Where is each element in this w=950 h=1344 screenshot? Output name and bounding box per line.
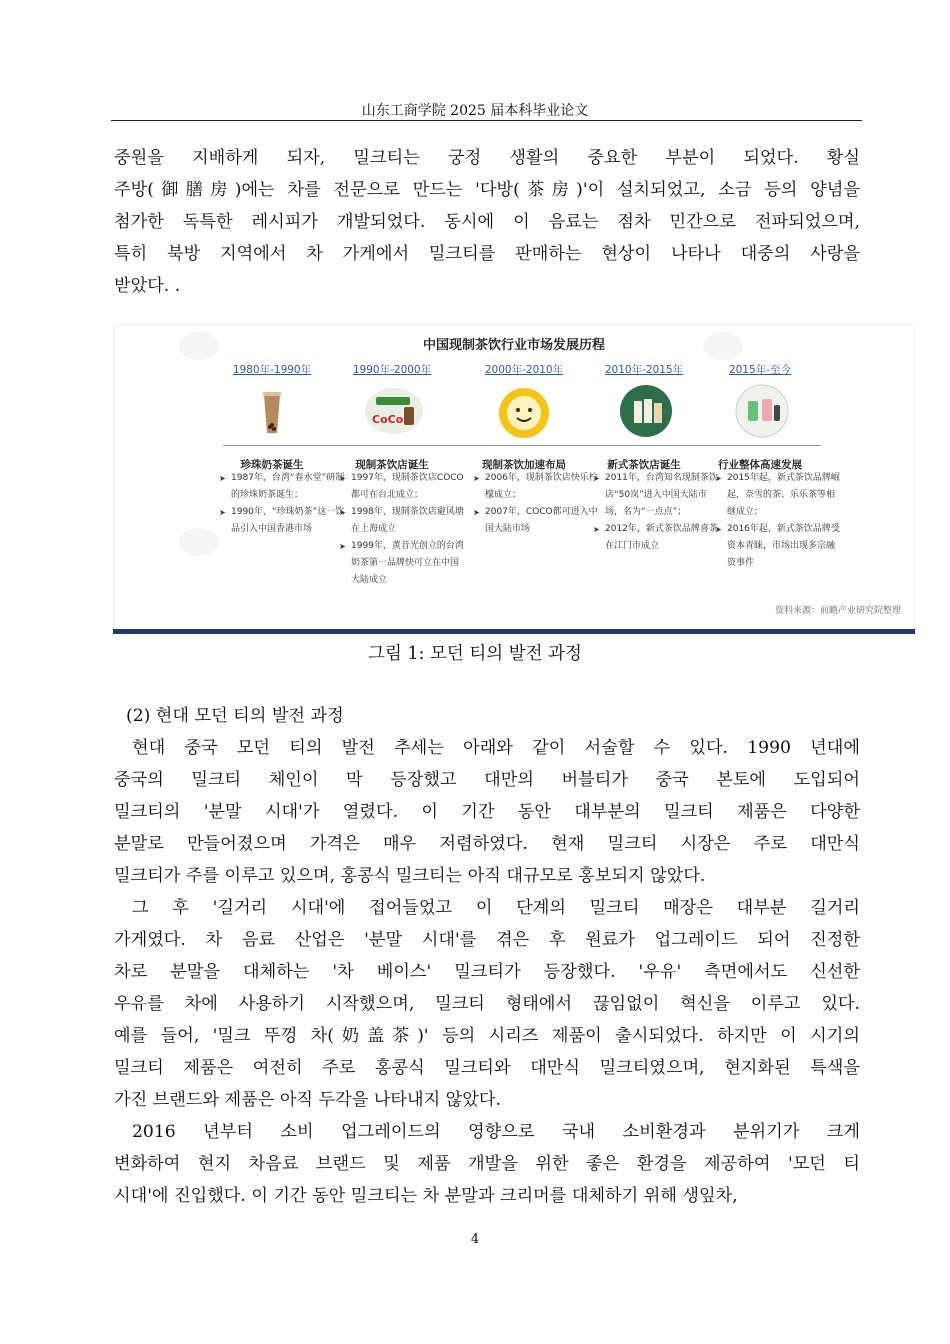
text-line: 밀크티가 주를 이루고 있으며, 홍콩식 밀크티는 아직 대규모로 홍보되지 않았다. bbox=[114, 866, 706, 886]
coco-shop-image bbox=[364, 383, 420, 439]
figure-caption: 그림 1: 모던 티의 발전 과정 bbox=[368, 644, 582, 664]
text-line: 주방(御膳房)에는 차를 전문으로 만드는 '다방(茶房)'이 설치되었고, 소금 등의 양념을 bbox=[114, 180, 860, 200]
era-note: ➤ 1998年，现制茶饮店避风塘在上海成立 bbox=[339, 504, 467, 538]
text-line: 그 후 '길거리 시대'에 접어들었고 이 단계의 밀크티 매장은 대부분 길거리 bbox=[132, 898, 860, 918]
page-number: 4 bbox=[470, 1232, 480, 1247]
header-rule bbox=[111, 120, 862, 121]
era-period: 2015年-至今 bbox=[728, 364, 791, 376]
intro-paragraph bbox=[114, 142, 860, 302]
running-header: 山东工商学院 2025 届本科毕业论文 bbox=[361, 103, 589, 119]
paragraph-3 bbox=[114, 1116, 860, 1212]
era-heading: 新式茶饮店诞生 bbox=[607, 459, 681, 471]
bubble-tea-image bbox=[244, 383, 300, 439]
era-2015-present bbox=[685, 362, 835, 472]
era-notes bbox=[593, 470, 721, 555]
text-line: 시대'에 진입했다. 이 기간 동안 밀크티는 차 분말과 크리머를 대체하기 위해 생잎차, bbox=[114, 1186, 738, 1206]
era-notes bbox=[219, 470, 347, 538]
text-line: 변화하여 현지 차음료 브랜드 및 제품 개발을 위한 좋은 환경을 제공하여 '모던 티 bbox=[114, 1154, 860, 1174]
era-note: ➤ 1997年，现制茶饮店COCO都可在台北成立； bbox=[339, 470, 467, 504]
era-period: 2010年-2015年 bbox=[604, 364, 684, 376]
figure-timeline bbox=[113, 324, 915, 634]
era-note: ➤ 1987年，台湾“春水堂”研制的珍珠奶茶诞生； bbox=[219, 470, 347, 504]
figure-title: 中国现制茶饮行业市场发展历程 bbox=[422, 338, 605, 353]
figure-source: 资料来源：前瞻产业研究院整理 bbox=[774, 606, 901, 616]
era-heading: 珍珠奶茶诞生 bbox=[240, 459, 304, 471]
era-note: ➤ 2012年，新式茶饮品牌喜茶在江门市成立 bbox=[593, 521, 721, 555]
era-note: ➤ 2007年，COCO都可进入中国大陆市场 bbox=[473, 504, 601, 538]
text-line: 가게였다. 차 음료 산업은 '분말 시대'를 겪은 후 원료가 업그레이드 되어 진정한 bbox=[114, 930, 860, 950]
text-line: 분말로 만들어졌으며 가격은 매우 저렴하였다. 현재 밀크티 시장은 주로 대만식 bbox=[114, 834, 860, 854]
era-note: ➤ 2015年起，新式茶饮品牌崛起，奈雪的茶、乐乐茶等相继成立； bbox=[715, 470, 843, 521]
era-notes bbox=[473, 470, 601, 538]
text-line: 예를 들어, '밀크 뚜껑 차(奶盖茶)' 등의 시리즈 제품이 출시되었다. 하지만 이 시기의 bbox=[114, 1026, 860, 1046]
era-note: ➤ 1990年，“珍珠奶茶”这一饮品引入中国香港市场 bbox=[219, 504, 347, 538]
era-note: ➤ 2006年，现制茶饮店快乐柠檬成立； bbox=[473, 470, 601, 504]
era-heading: 行业整体高速发展 bbox=[718, 459, 802, 471]
happy-lemon-logo bbox=[496, 383, 552, 439]
era-note: ➤ 1999年，黄昔光创立的台湾奶茶第一品牌快可立在中国大陆成立 bbox=[339, 538, 467, 589]
text-line: 첨가한 독특한 레시피가 개발되었다. 동시에 이 음료는 점차 민간으로 전파되었으며, bbox=[114, 212, 860, 232]
era-note: ➤ 2016年起，新式茶饮品牌受资本青睐，市场出现多宗融资事件 bbox=[715, 521, 843, 572]
modern-tea-image bbox=[732, 383, 788, 439]
coco-logo-text: CoCo bbox=[372, 413, 404, 426]
watermark-logo bbox=[179, 528, 219, 556]
section-heading: (2) 현대 모던 티의 발전 과정 bbox=[126, 706, 344, 726]
era-note: ➤ 2011年，台湾知名现制茶饮店“50岚”进入中国大陆市场，名为“一点点”； bbox=[593, 470, 721, 521]
text-line: 우유를 차에 사용하기 시작했으며, 밀크티 형태에서 끊임없이 혁신을 이루고 있다. bbox=[114, 994, 860, 1014]
text-line: 중원을 지배하게 되자, 밀크티는 궁정 생활의 중요한 부분이 되었다. 황실 bbox=[114, 148, 860, 168]
text-line: 중국의 밀크티 체인이 막 등장했고 대만의 버블티가 중국 본토에 도입되어 bbox=[114, 770, 860, 790]
text-line: 특히 북방 지역에서 차 가게에서 밀크티를 판매하는 현상이 나타나 대중의 사랑을 bbox=[114, 244, 860, 264]
paragraph-1 bbox=[114, 732, 860, 892]
text-line: 가진 브랜드와 제품은 아직 두각을 나타내지 않았다. bbox=[114, 1090, 501, 1110]
figure-bottom-bar bbox=[113, 629, 915, 634]
era-notes bbox=[715, 470, 843, 572]
era-period: 1980年-1990年 bbox=[232, 364, 312, 376]
paragraph-2 bbox=[114, 892, 860, 1116]
era-period: 2000年-2010年 bbox=[484, 364, 564, 376]
era-period: 1990年-2000年 bbox=[352, 364, 432, 376]
era-heading: 现制茶饮加速布局 bbox=[482, 459, 566, 471]
text-line: 밀크티의 '분말 시대'가 열렸다. 이 기간 동안 대부분의 밀크티 제품은 다양한 bbox=[114, 802, 860, 822]
era-1990-2000 bbox=[317, 362, 467, 472]
era-notes bbox=[339, 470, 467, 589]
text-line: 차로 분말을 대체하는 '차 베이스' 밀크티가 등장했다. '우유' 측면에서도 신선한 bbox=[114, 962, 860, 982]
text-line: 현대 중국 모던 티의 발전 추세는 아래와 같이 서술할 수 있다. 1990 년대에 bbox=[132, 738, 860, 758]
era-heading: 现制茶饮店诞生 bbox=[355, 459, 429, 471]
text-line: 밀크티 제품은 여전히 주로 홍콩식 밀크티와 대만식 밀크티였으며, 현지화된 특색을 bbox=[114, 1058, 860, 1078]
text-line: 2016 년부터 소비 업그레이드의 영향으로 국내 소비환경과 분위기가 크게 bbox=[132, 1122, 860, 1142]
text-line: 받았다. . bbox=[114, 276, 181, 296]
new-tea-shop-image bbox=[616, 383, 672, 439]
